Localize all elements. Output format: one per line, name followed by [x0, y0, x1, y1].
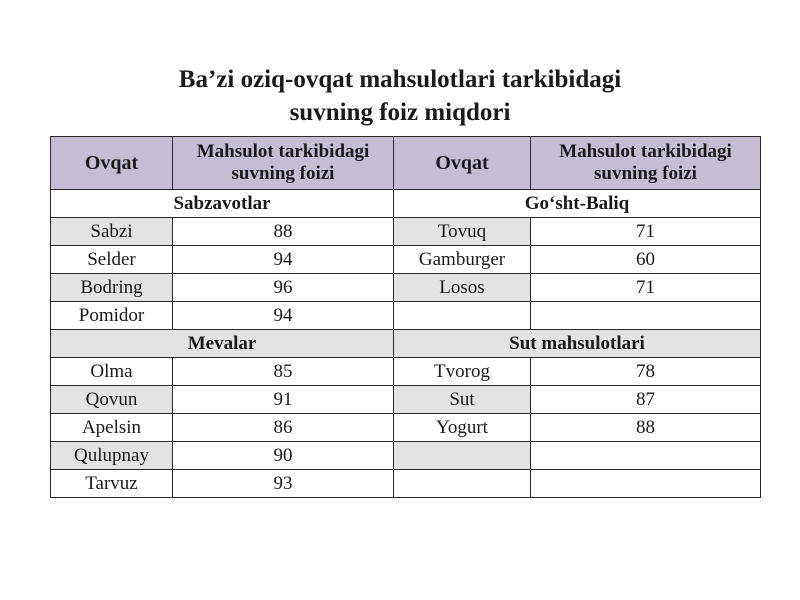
food-percent: 94	[173, 302, 394, 330]
food-name: Sut	[394, 386, 531, 414]
food-name: Olma	[51, 358, 173, 386]
food-percent: 71	[531, 274, 761, 302]
header-percent-right	[531, 137, 761, 190]
header-percent-right-line2: suvning foizi	[594, 163, 697, 184]
food-name: Tvorog	[394, 358, 531, 386]
header-percent-right-line1: Mahsulot tarkibidagi	[559, 141, 732, 162]
header-food-right: Ovqat	[394, 137, 531, 190]
table-row	[51, 442, 761, 470]
food-name: Bodring	[51, 274, 173, 302]
water-content-table	[50, 136, 761, 498]
header-percent-left-line2: suvning foizi	[231, 163, 335, 184]
section-row	[51, 190, 761, 218]
food-percent: 96	[173, 274, 394, 302]
food-percent: 86	[173, 414, 394, 442]
table-row	[51, 218, 761, 246]
section-meat-fish: Go‘sht-Baliq	[394, 190, 761, 218]
table-row	[51, 274, 761, 302]
food-name: Selder	[51, 246, 173, 274]
table-row	[51, 246, 761, 274]
table-row	[51, 386, 761, 414]
food-percent	[531, 470, 761, 498]
food-name	[394, 442, 531, 470]
food-name	[394, 302, 531, 330]
section-row	[51, 330, 761, 358]
food-percent: 88	[173, 218, 394, 246]
food-percent: 94	[173, 246, 394, 274]
table-row	[51, 358, 761, 386]
table-header-row	[51, 137, 761, 190]
food-percent: 90	[173, 442, 394, 470]
food-name: Gamburger	[394, 246, 531, 274]
food-name: Tovuq	[394, 218, 531, 246]
title-line-1: Ba’zi oziq-ovqat mahsulotlari tarkibidagi	[178, 66, 622, 93]
food-name: Sabzi	[51, 218, 173, 246]
table-row	[51, 414, 761, 442]
food-name: Pomidor	[51, 302, 173, 330]
title-line-2: suvning foiz miqdori	[289, 99, 511, 126]
header-percent-left	[173, 137, 394, 190]
food-name: Tarvuz	[51, 470, 173, 498]
header-food-left: Ovqat	[51, 137, 173, 190]
food-name: Apelsin	[51, 414, 173, 442]
food-percent: 71	[531, 218, 761, 246]
food-name: Qovun	[51, 386, 173, 414]
section-vegetables: Sabzavotlar	[51, 190, 394, 218]
food-percent	[531, 302, 761, 330]
food-name: Qulupnay	[51, 442, 173, 470]
header-percent-left-line1: Mahsulot tarkibidagi	[196, 141, 370, 162]
page-title	[0, 63, 800, 129]
food-percent: 85	[173, 358, 394, 386]
table-row	[51, 470, 761, 498]
food-percent: 93	[173, 470, 394, 498]
food-percent: 60	[531, 246, 761, 274]
food-name	[394, 470, 531, 498]
section-dairy: Sut mahsulotlari	[394, 330, 761, 358]
food-name: Losos	[394, 274, 531, 302]
food-percent: 87	[531, 386, 761, 414]
food-percent: 91	[173, 386, 394, 414]
food-percent	[531, 442, 761, 470]
food-percent: 88	[531, 414, 761, 442]
table-row	[51, 302, 761, 330]
food-name: Yogurt	[394, 414, 531, 442]
section-fruits: Mevalar	[51, 330, 394, 358]
food-percent: 78	[531, 358, 761, 386]
